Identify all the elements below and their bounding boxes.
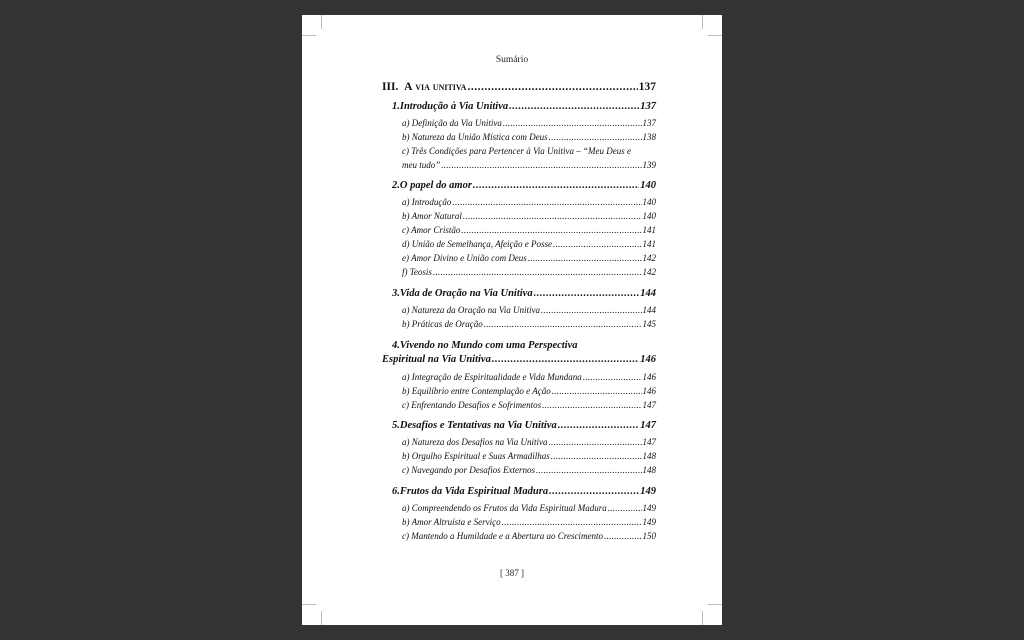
crop-mark — [702, 611, 703, 625]
item-title: meu tudo” — [402, 160, 441, 170]
page-number: 148 — [642, 451, 656, 461]
leader-dots — [583, 372, 642, 382]
item-title: b) Práticas de Oração — [402, 319, 483, 329]
leader-dots — [549, 486, 639, 497]
crop-mark — [302, 35, 316, 36]
item-title: b) Amor Natural — [402, 211, 462, 221]
page-number: 149 — [642, 517, 656, 527]
page-number: 147 — [642, 400, 656, 410]
page-number: 146 — [642, 372, 656, 382]
toc-item-entry[interactable] — [402, 451, 656, 461]
part-title-initial: A — [404, 81, 413, 93]
part-title: via unitiva — [415, 81, 467, 93]
toc-item-entry[interactable] — [402, 253, 656, 263]
toc-chapter-entry-line1[interactable]: 4.Vivendo no Mundo com uma Perspectiva — [392, 340, 578, 351]
leader-dots — [551, 451, 642, 461]
page-number: 142 — [642, 253, 656, 263]
leader-dots — [467, 81, 637, 93]
part-number: III. — [382, 81, 399, 93]
leader-dots — [549, 132, 642, 142]
item-title: a) Integração de Espiritualidade e Vida Mundana — [402, 372, 582, 382]
toc-item-entry[interactable] — [402, 211, 656, 221]
page-number: 138 — [642, 132, 656, 142]
leader-dots — [433, 267, 642, 277]
toc-item-entry[interactable] — [402, 225, 656, 235]
toc-item-entry[interactable] — [402, 118, 656, 128]
leader-dots — [608, 503, 642, 513]
running-head: Sumário — [495, 55, 529, 65]
crop-mark — [708, 35, 722, 36]
page-number: 149 — [640, 486, 656, 497]
leader-dots — [541, 305, 642, 315]
page-number: 140 — [642, 211, 656, 221]
item-title: f) Teosis — [402, 267, 432, 277]
page-number: 148 — [642, 465, 656, 475]
page-number: 146 — [642, 386, 656, 396]
leader-dots — [552, 386, 642, 396]
leader-dots — [461, 225, 641, 235]
toc-chapter-entry[interactable] — [392, 288, 656, 299]
leader-dots — [534, 288, 640, 299]
page-number: 144 — [640, 288, 656, 299]
toc-item-entry[interactable] — [402, 197, 656, 207]
leader-dots — [558, 420, 640, 431]
toc-part-entry[interactable] — [382, 81, 656, 93]
toc-item-entry-line1[interactable]: c) Três Condições para Pertencer à Via Unitiva – “Meu Deus e — [402, 146, 632, 156]
toc-chapter-entry[interactable] — [392, 180, 656, 191]
item-title: c) Amor Cristão — [402, 225, 461, 235]
toc-item-entry[interactable] — [402, 400, 656, 410]
toc-item-entry[interactable] — [402, 386, 656, 396]
crop-mark — [702, 15, 703, 29]
page-number: 147 — [640, 420, 656, 431]
toc-item-entry[interactable] — [402, 372, 656, 382]
page-number: 141 — [642, 239, 656, 249]
leader-dots — [528, 253, 642, 263]
toc-item-entry[interactable] — [402, 503, 656, 513]
leader-dots — [452, 197, 641, 207]
page-number: 137 — [640, 101, 656, 112]
toc-item-entry[interactable] — [402, 132, 656, 142]
item-title: b) Orgulho Espiritual e Suas Armadilhas — [402, 451, 550, 461]
crop-mark — [321, 15, 322, 29]
leader-dots — [463, 211, 642, 221]
page-number: 140 — [640, 180, 656, 191]
toc-chapter-entry[interactable] — [392, 101, 656, 112]
document-page — [302, 15, 722, 625]
toc-chapter-entry[interactable] — [392, 486, 656, 497]
leader-dots — [473, 180, 639, 191]
page-number: 137 — [642, 118, 656, 128]
chapter-title: 5.Desafios e Tentativas na Via Unitiva — [392, 420, 557, 431]
toc-item-entry[interactable] — [402, 319, 656, 329]
leader-dots — [441, 160, 641, 170]
leader-dots — [509, 101, 639, 112]
item-title: a) Definição da Via Unitiva — [402, 118, 502, 128]
chapter-title: 2.O papel do amor — [392, 180, 472, 191]
item-title: c) Mantendo a Humildade e a Abertura ao Crescimento — [402, 531, 603, 541]
item-title: a) Natureza dos Desafios na Via Unitiva — [402, 437, 548, 447]
crop-mark — [708, 604, 722, 605]
page-number: 147 — [642, 437, 656, 447]
item-title: a) Natureza da Oração na Via Unitiva — [402, 305, 540, 315]
toc-chapter-entry[interactable] — [382, 354, 656, 365]
item-title: b) Equilíbrio entre Contemplação e Ação — [402, 386, 551, 396]
leader-dots — [503, 118, 642, 128]
page-number: 141 — [642, 225, 656, 235]
item-title: d) União de Semelhança, Afeição e Posse — [402, 239, 553, 249]
leader-dots — [604, 531, 642, 541]
item-title: c) Enfrentando Desafios e Sofrimentos — [402, 400, 542, 410]
page-number: 144 — [642, 305, 656, 315]
toc-item-entry[interactable] — [402, 437, 656, 447]
toc-item-entry[interactable] — [402, 160, 656, 170]
item-title: c) Navegando por Desafios Externos — [402, 465, 535, 475]
item-title: a) Introdução — [402, 197, 452, 207]
item-title: a) Compreendendo os Frutos da Vida Espiritual Madura — [402, 503, 607, 513]
leader-dots — [502, 517, 642, 527]
toc-item-entry[interactable] — [402, 465, 656, 475]
chapter-title: 6.Frutos da Vida Espiritual Madura — [392, 486, 549, 497]
item-title: b) Amor Altruísta e Serviço — [402, 517, 501, 527]
page-number-folio: [ 387 ] — [500, 568, 524, 578]
chapter-title: 3.Vida de Oração na Via Unitiva — [392, 288, 533, 299]
leader-dots — [553, 239, 641, 249]
toc-item-entry[interactable] — [402, 239, 656, 249]
page-number: 149 — [642, 503, 656, 513]
chapter-title: Espiritual na Via Unitiva — [382, 354, 491, 365]
page-number: 142 — [642, 267, 656, 277]
crop-mark — [302, 604, 316, 605]
page-number: 137 — [638, 81, 656, 93]
toc-item-entry[interactable] — [402, 517, 656, 527]
toc-chapter-entry[interactable] — [392, 420, 656, 431]
leader-dots — [492, 354, 639, 365]
item-title: e) Amor Divino e União com Deus — [402, 253, 527, 263]
leader-dots — [484, 319, 642, 329]
page-number: 150 — [642, 531, 656, 541]
leader-dots — [536, 465, 642, 475]
toc-item-entry[interactable] — [402, 531, 656, 541]
leader-dots — [542, 400, 641, 410]
chapter-title: 1.Introdução à Via Unitiva — [392, 101, 509, 112]
page-number: 140 — [642, 197, 656, 207]
crop-mark — [321, 611, 322, 625]
toc-item-entry[interactable] — [402, 267, 656, 277]
page-number: 145 — [642, 319, 656, 329]
page-number: 146 — [640, 354, 656, 365]
item-title: b) Natureza da União Mística com Deus — [402, 132, 548, 142]
leader-dots — [549, 437, 642, 447]
page-number: 139 — [642, 160, 656, 170]
toc-item-entry[interactable] — [402, 305, 656, 315]
